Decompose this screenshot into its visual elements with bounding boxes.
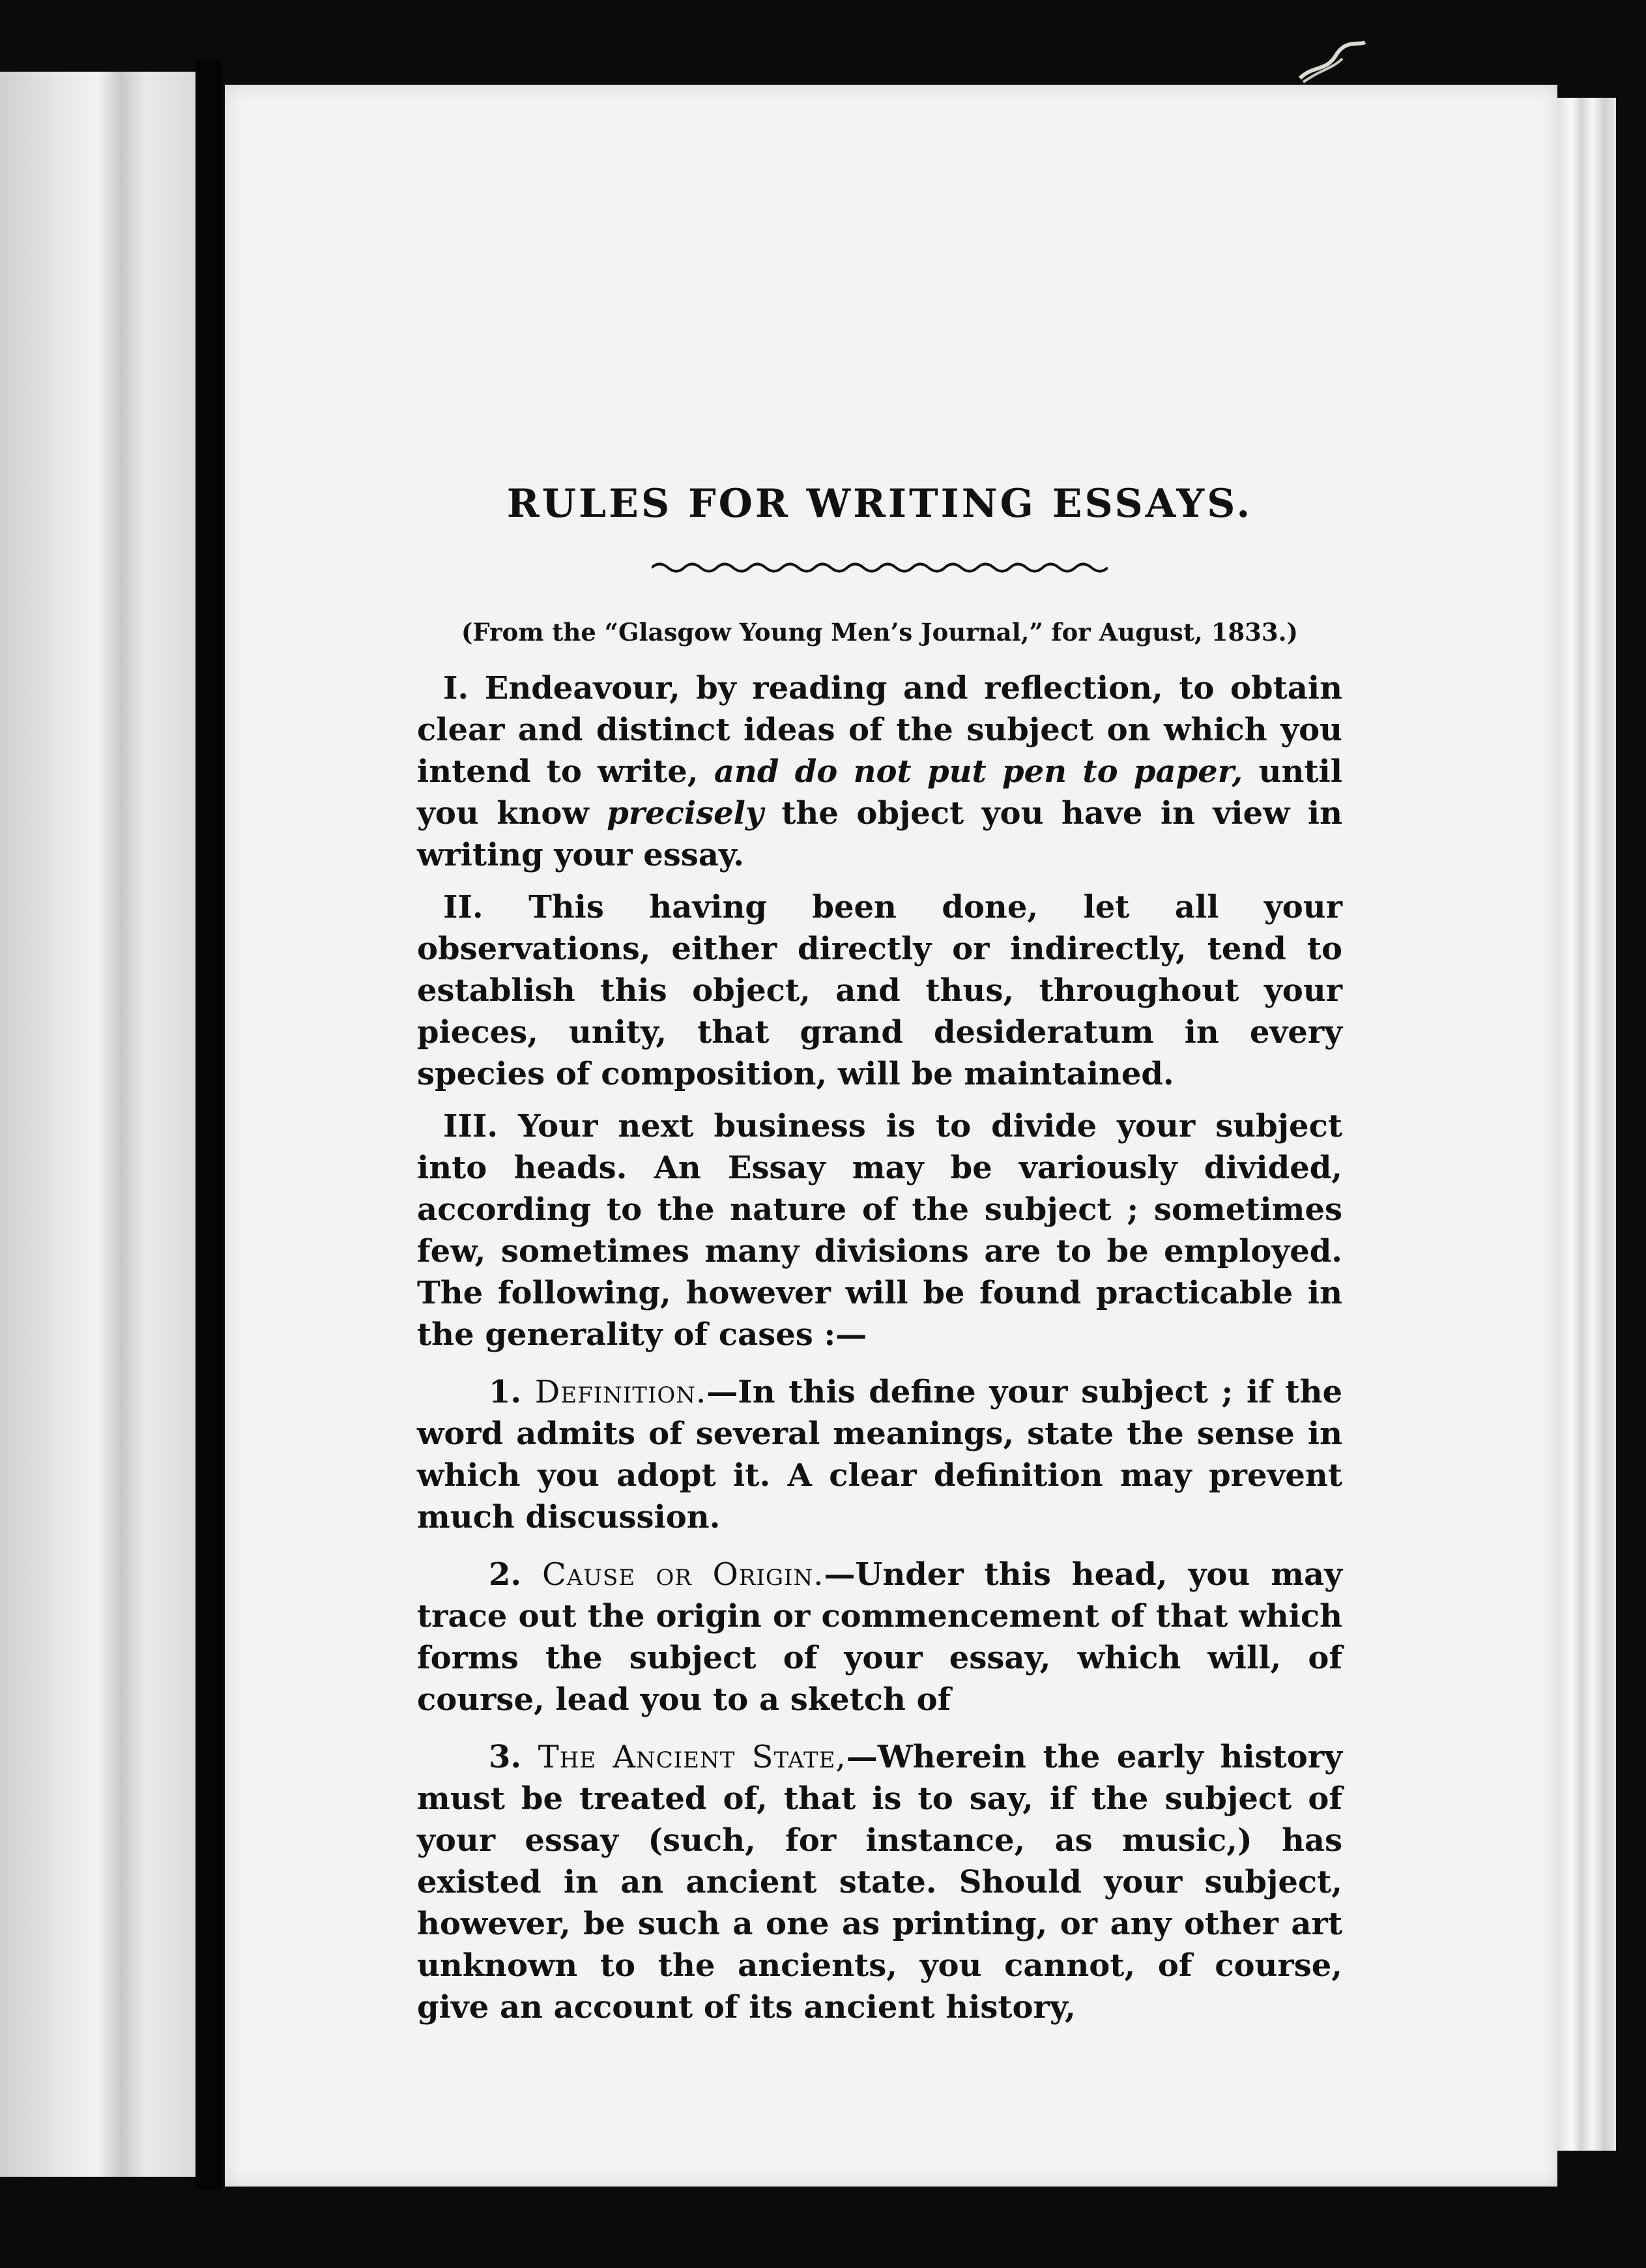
item-1-number: 1. bbox=[489, 1374, 522, 1411]
item-3-text: —Wherein the early history must be treated of, that is to say, if the subject of your essay (such, for instance, as music,) has existed in an ancient state. Should your subject, however, be such a one as printing, or any other art unknown to the ancients, you cannot, of course, give an account of its ancient history, bbox=[417, 1739, 1342, 2026]
item-ancient-state bbox=[417, 1736, 1342, 2028]
source-citation: (From the “Glasgow Young Men’s Journal,” for August, 1833.) bbox=[461, 618, 1299, 647]
binding-thread-icon bbox=[1297, 39, 1368, 85]
item-1-heading: Definition. bbox=[534, 1374, 707, 1411]
rule-2 bbox=[417, 886, 1342, 1095]
rule-2-text: This having been done, let all your observations, either directly or indirectly, tend to establish this object, and thus, throughout your pieces, unity, that grand desideratum in every species of composition, will be maintained. bbox=[417, 889, 1342, 1093]
item-2-heading: Cause or Origin. bbox=[542, 1556, 824, 1593]
item-3-heading: The Ancient State, bbox=[538, 1739, 846, 1776]
rule-1-text-b: until you know bbox=[417, 753, 1343, 832]
rule-3 bbox=[417, 1105, 1342, 1356]
item-definition bbox=[417, 1371, 1342, 1538]
rule-1-text-a: Endeavour, by reading and reflection, to obtain clear and distinct ideas of the subject on which you intend to write, bbox=[417, 670, 1342, 791]
item-2-text: —Under this head, you may trace out the origin or commencement of that which forms the subject of your essay, which will, of course, lead you to a sketch of bbox=[417, 1556, 1343, 1719]
left-page-fragment bbox=[0, 72, 195, 2177]
rule-1-emphasis-b: precisely bbox=[607, 795, 764, 832]
book-gutter-shadow bbox=[195, 59, 222, 2190]
page-stack-edge bbox=[1557, 98, 1616, 2151]
item-cause-origin bbox=[417, 1554, 1342, 1721]
rule-1-text-c: the object you have in view in writing your essay. bbox=[417, 795, 1342, 874]
page-title: RULES FOR WRITING ESSAYS. bbox=[506, 481, 1253, 527]
item-1-text: —In this define your subject ; if the word admits of several meanings, state the sense in which you adopt it. A clear definition may prevent much discussion. bbox=[417, 1374, 1343, 1536]
item-3-number: 3. bbox=[489, 1739, 522, 1776]
rule-3-text: Your next business is to divide your subject into heads. An Essay may be variously divided, according to the nature of the subject ; sometimes few, sometimes many divisions are to be employed. The following, however will be found practicable in the generality of cases :— bbox=[417, 1108, 1342, 1354]
rule-2-number: II. bbox=[443, 889, 484, 926]
page-text bbox=[417, 482, 1342, 2039]
wavy-rule-ornament bbox=[652, 558, 1108, 577]
rule-3-number: III. bbox=[443, 1108, 498, 1145]
rule-1-emphasis-a: and do not put pen to paper, bbox=[714, 753, 1243, 791]
item-2-number: 2. bbox=[489, 1556, 522, 1593]
rule-1-number: I. bbox=[443, 670, 469, 707]
rule-1 bbox=[417, 667, 1342, 876]
